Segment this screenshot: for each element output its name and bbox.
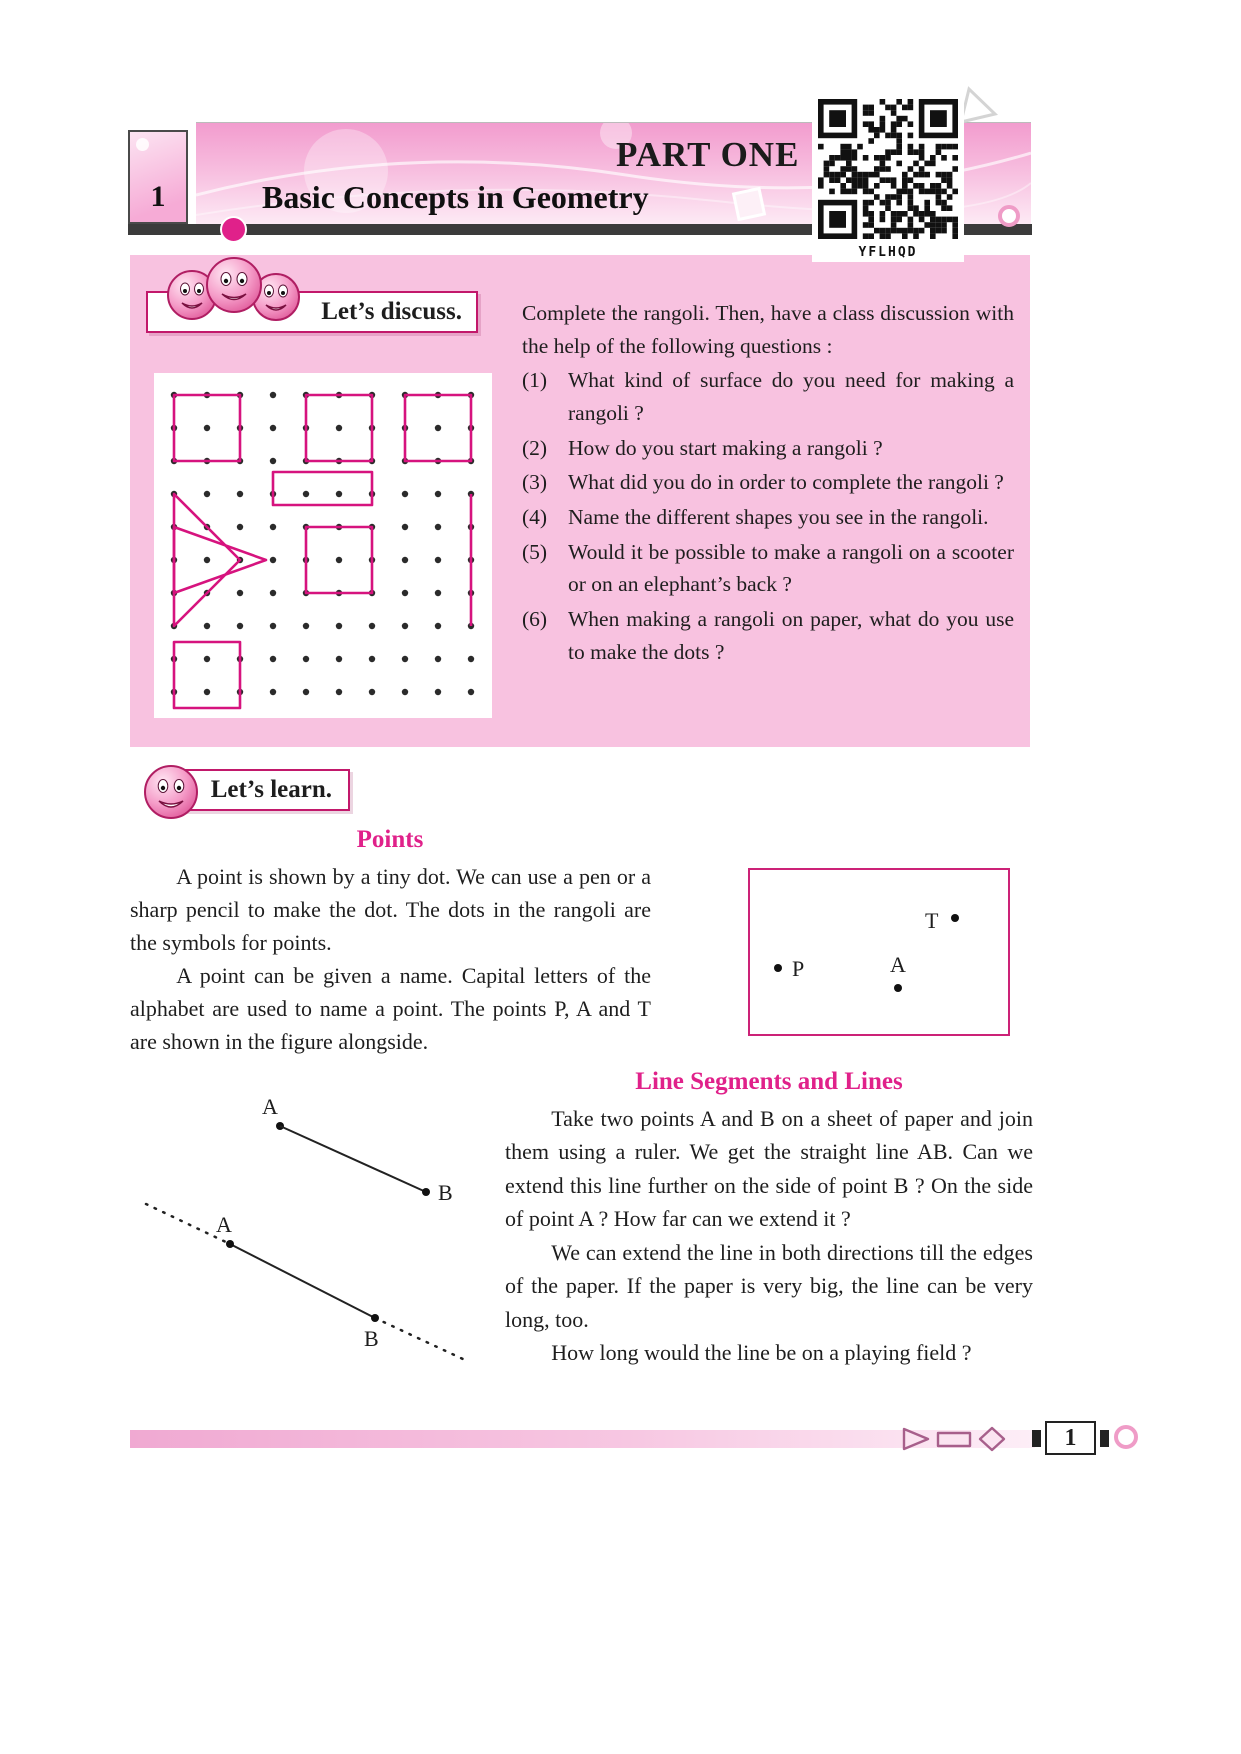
- question-item: [522, 501, 1014, 534]
- qr-code: [812, 94, 964, 262]
- lets-discuss-text: Let’s discuss.: [321, 298, 462, 325]
- line-ab-extended-figure: [140, 1198, 475, 1366]
- discuss-text-block: [522, 297, 1014, 668]
- segment-label-b: B: [438, 1180, 453, 1205]
- lines-paragraphs: [505, 1102, 1033, 1370]
- question-number: (6): [522, 607, 548, 632]
- points-paragraph-2: A point can be given a name. Capital letters of the alphabet are used to name a point. The points P, A and T are shown in the figure alongside.: [130, 963, 651, 1054]
- chapter-title: Basic Concepts in Geometry: [262, 179, 649, 215]
- qr-caption: YFLHQD: [858, 245, 918, 260]
- lets-discuss-panel: [130, 255, 1030, 747]
- question-number: (2): [522, 435, 548, 460]
- footer-tick-left: [1032, 1430, 1041, 1447]
- page-number: 1: [1064, 1424, 1077, 1451]
- segment-ab-figure: [250, 1092, 480, 1210]
- rangoli-figure: [154, 373, 492, 718]
- points-paragraphs: [130, 860, 651, 1058]
- question-text: What did you do in order to complete the rangoli ?: [568, 470, 1004, 495]
- question-text: When making a rangoli on paper, what do you use to make the dots ?: [568, 607, 1014, 664]
- circle-decoration-icon: [998, 205, 1020, 227]
- lines-paragraph-3: How long would the line be on a playing field ?: [551, 1340, 972, 1366]
- footer-shapes-decoration: [900, 1424, 1025, 1454]
- line-label-b: B: [364, 1326, 379, 1351]
- question-text: Would it be possible to make a rangoli on a scooter or on an elephant’s back ?: [568, 539, 1014, 597]
- question-number: (3): [522, 470, 548, 495]
- question-number: (1): [522, 368, 548, 393]
- question-item: [522, 536, 1014, 601]
- question-item: [522, 603, 1014, 668]
- chapter-number: 1: [150, 180, 166, 213]
- qr-code-image: [818, 99, 958, 239]
- smiley-faces-icon: [154, 243, 324, 347]
- banner-dot-decoration: [220, 216, 247, 243]
- line-segments-heading: Line Segments and Lines: [635, 1068, 903, 1095]
- points-figure-drawing: [750, 870, 1007, 1033]
- points-heading: Points: [356, 826, 424, 853]
- point-label-p: P: [792, 956, 805, 981]
- point-label-a: A: [890, 952, 906, 977]
- part-label: PART ONE: [616, 135, 800, 174]
- question-number: (5): [522, 539, 548, 564]
- question-text: How do you start making a rangoli ?: [568, 435, 883, 460]
- smiley-face-icon: [142, 763, 202, 821]
- points-paragraph-1: A point is shown by a tiny dot. We can use a pen or a sharp pencil to make the dot. The dots in the rangoli are the symbols for points.: [130, 864, 651, 955]
- page-number-box: [1045, 1421, 1096, 1455]
- line-label-a: A: [216, 1212, 232, 1237]
- lines-paragraph-2: We can extend the line in both directions till the edges of the paper. If the paper is very big, the line can be very long, too.: [505, 1239, 1033, 1332]
- question-item: [522, 432, 1014, 465]
- rangoli-dot-grid: [154, 373, 492, 718]
- lets-learn-text: Let’s learn.: [210, 776, 332, 803]
- lets-learn-badge: [142, 763, 352, 819]
- footer-tick-right: [1100, 1430, 1109, 1447]
- discuss-intro: Complete the rangoli. Then, have a class discussion with the help of the following questions :: [522, 301, 1014, 358]
- chapter-number-box: [128, 130, 188, 224]
- point-label-t: T: [925, 908, 939, 933]
- lines-paragraph-1: Take two points A and B on a sheet of paper and join them using a ruler. We get the straight line AB. Can we extend this line further on the side of point B ? On the side of point A ? How far can we extend it ?: [505, 1106, 1033, 1232]
- question-text: Name the different shapes you see in the rangoli.: [568, 505, 989, 530]
- footer-circle-decoration: [1114, 1425, 1138, 1449]
- question-item: [522, 466, 1014, 499]
- triangle-decoration-icon: [958, 86, 1000, 126]
- points-figure: [748, 868, 1010, 1036]
- question-number: (4): [522, 505, 548, 530]
- question-text: What kind of surface do you need for making a rangoli ?: [568, 368, 1014, 426]
- segment-label-a: A: [262, 1094, 278, 1119]
- question-item: [522, 364, 1014, 429]
